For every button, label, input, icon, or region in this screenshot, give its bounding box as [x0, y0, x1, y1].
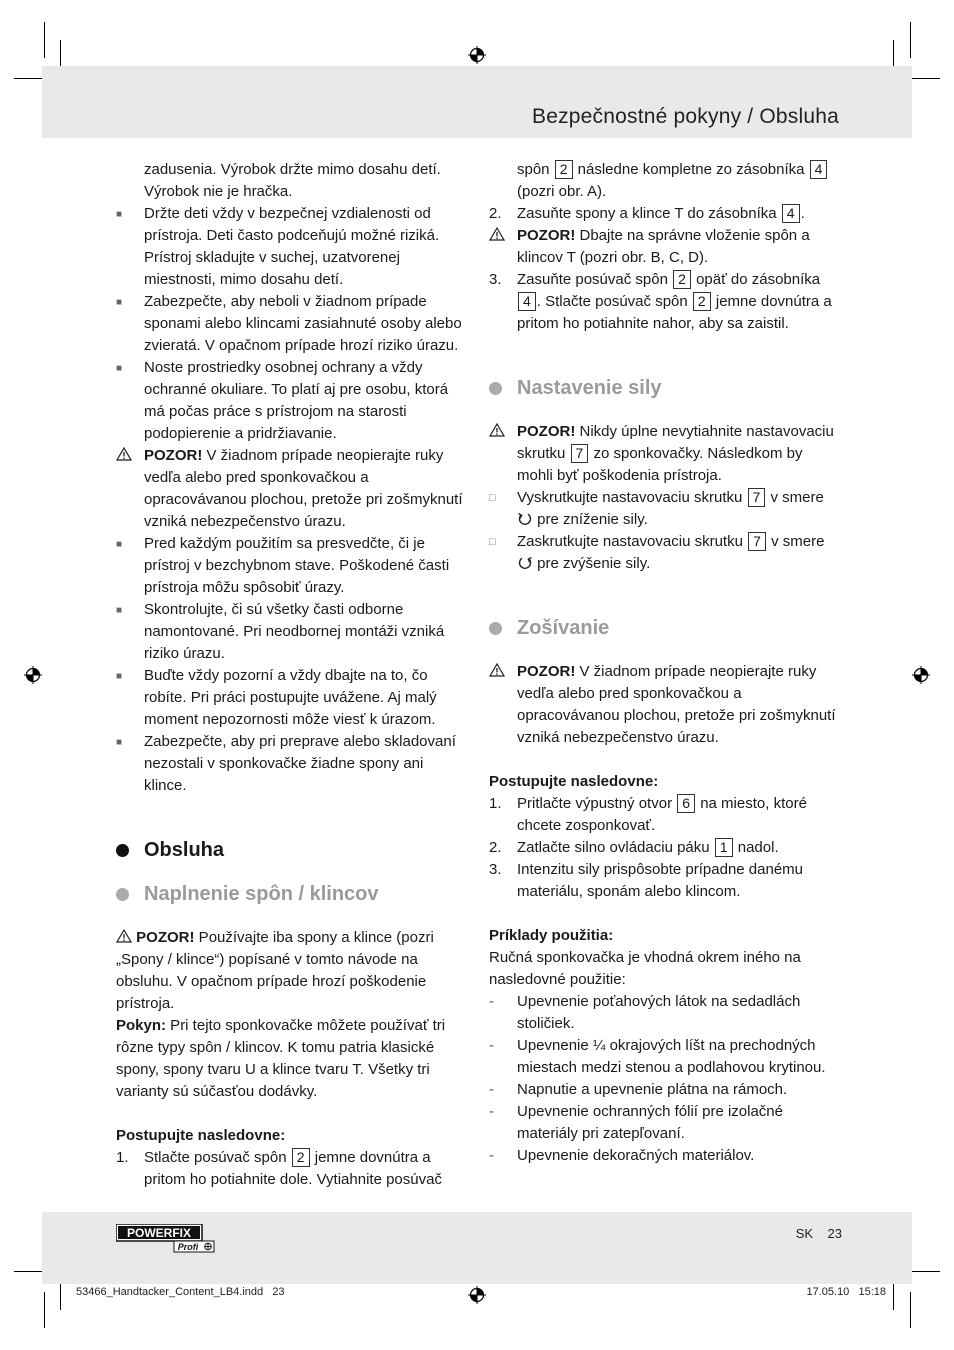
- left-column: [116, 159, 466, 1191]
- dash-marker: -: [489, 1103, 494, 1120]
- crop-mark: [893, 1280, 894, 1310]
- crop-mark: [60, 1280, 61, 1310]
- step-item: [489, 859, 839, 903]
- warning-text: Nikdy úplne nevytiahnite nastavovaciu skrutku: [517, 423, 834, 462]
- warning-text: Dbajte na správne vloženie spôn a klincov T (pozri obr. B, C, D).: [517, 227, 810, 266]
- part-number-box: 7: [748, 488, 766, 507]
- procedure-label-text: Postupujte nasledovne:: [116, 1127, 286, 1144]
- step-text: spôn: [517, 161, 554, 178]
- part-number-box: 2: [693, 292, 711, 311]
- bullet-item: [116, 533, 466, 599]
- step-text: jemne dovnútra a pritom ho potiahnite nahor, aby sa zaistil.: [517, 293, 832, 332]
- heading-text: Naplnenie spôn / klincov: [144, 883, 379, 905]
- warning-text: V žiadnom prípade neopierajte ruky vedľa alebo pred sponkovačkou a opracovávanou plochou, pretože pri zošmyknutí vzniká nebezpečenstvo úrazu.: [517, 663, 836, 746]
- right-column: [489, 159, 839, 1167]
- item-text: Napnutie a upevnenie plátna na rámoch.: [517, 1081, 788, 1098]
- warning-item: [489, 421, 839, 487]
- checkbox-square-icon: □: [489, 536, 496, 548]
- warning-text: zo sponkovačky. Následkom by mohli byť poškodenia prístroja.: [517, 445, 803, 484]
- dash-marker: -: [489, 1081, 494, 1098]
- step-number: 3.: [489, 861, 502, 878]
- rotate-counterclockwise-icon: [517, 511, 533, 527]
- rotate-clockwise-icon: [517, 555, 533, 571]
- part-number-box: 6: [677, 794, 695, 813]
- step-text: na miesto, ktoré chcete zosponkovať.: [517, 795, 807, 834]
- item-text: pre zníženie sily.: [533, 511, 648, 528]
- examples-label-text: Príklady použitia:: [489, 927, 614, 944]
- dash-item: [489, 1035, 839, 1079]
- section-heading-nastavenie: [489, 375, 839, 401]
- brand-logo: [116, 1224, 216, 1259]
- page-number: [796, 1226, 842, 1241]
- heading-text: Zošívanie: [517, 617, 610, 639]
- dash-marker: -: [489, 1037, 494, 1054]
- part-number-box: 2: [555, 160, 573, 179]
- registration-mark-icon: [24, 666, 42, 684]
- registration-mark-icon: [468, 1286, 486, 1304]
- step-text: nadol.: [733, 839, 779, 856]
- part-number-box: 4: [782, 204, 800, 223]
- procedure-label: [489, 771, 839, 793]
- item-text: Vyskrutkujte nastavovaciu skrutku: [517, 489, 747, 506]
- section-heading-obsluha: [116, 837, 466, 863]
- warning-triangle-icon: [489, 661, 511, 683]
- part-number-box: 7: [571, 444, 589, 463]
- bullet-square-icon: ■: [116, 297, 123, 308]
- bullet-item: [116, 731, 466, 797]
- checkbox-item: [489, 487, 839, 531]
- step-number: 1.: [116, 1149, 129, 1166]
- brand-name: POWERFIX: [126, 1226, 192, 1240]
- step-text: Pritlačte výpustný otvor: [517, 795, 677, 812]
- checkbox-square-icon: □: [489, 492, 496, 504]
- bullet-text: Skontrolujte, či sú všetky časti odborne namontované. Pri neodbornej montáži vzniká riziko úrazu.: [144, 601, 445, 662]
- bullet-square-icon: ■: [116, 539, 123, 550]
- step-item: [489, 793, 839, 837]
- bullet-item: [116, 665, 466, 731]
- step-continuation: [489, 159, 839, 203]
- crop-mark: [910, 1292, 911, 1328]
- step-text: . Stlačte posúvač spôn: [536, 293, 692, 310]
- bullet-square-icon: ■: [116, 737, 123, 748]
- registration-mark-icon: [912, 666, 930, 684]
- bullet-square-icon: ■: [116, 209, 123, 220]
- bullet-text: Zabezpečte, aby neboli v žiadnom prípade sponami alebo klincami zasiahnuté osoby alebo zvieratá. V opačnom prípade hrozí riziko úrazu.: [144, 293, 462, 354]
- step-text: Zasuňte spony a klince T do zásobníka: [517, 205, 781, 222]
- dash-marker: -: [489, 1147, 494, 1164]
- bullet-item: [116, 599, 466, 665]
- bullet-dot-icon: [489, 382, 502, 395]
- date-slug: 17.05.10 15:18: [806, 1286, 886, 1298]
- item-text: Upevnenie poťahových látok na sedadlách stoličiek.: [517, 993, 801, 1032]
- step-number: 1.: [489, 795, 502, 812]
- part-number-box: 4: [518, 292, 536, 311]
- checkbox-item: [489, 531, 839, 575]
- examples-intro: Ručná sponkovačka je vhodná okrem iného na nasledovné použitie:: [489, 949, 801, 988]
- language-code: SK: [795, 1226, 814, 1241]
- part-number-box: 1: [715, 838, 733, 857]
- warning-item: [116, 445, 466, 533]
- part-number-box: 2: [673, 270, 691, 289]
- warning-paragraph: [116, 927, 466, 1015]
- section-heading-zosivanie: [489, 615, 839, 641]
- step-item: [489, 269, 839, 335]
- bullet-item: [116, 291, 466, 357]
- bullet-dot-icon: [489, 622, 502, 635]
- step-number: 2.: [489, 839, 502, 856]
- bullet-text: Noste prostriedky osobnej ochrany a vždy ochranné okuliare. To platí aj pre osobu, ktorá má počas práce s prístrojom na starosti podopierenie a pridržiavanie.: [144, 359, 449, 442]
- bullet-dot-icon: [116, 888, 129, 901]
- note-paragraph: [116, 1015, 466, 1103]
- section-heading-naplnenie: [116, 881, 466, 907]
- step-text: následne kompletne zo zásobníka: [573, 161, 809, 178]
- item-text: v smere: [766, 533, 825, 550]
- page-number-value: 23: [827, 1226, 842, 1241]
- bullet-item: [116, 357, 466, 445]
- brand-sub: Profi: [177, 1242, 199, 1252]
- item-text: Upevnenie ¼ okrajových líšt na prechodných miestach medzi stenou a podlahovou krytinou.: [517, 1037, 826, 1076]
- warning-text: V žiadnom prípade neopierajte ruky vedľa alebo pred sponkovačkou a opracovávanou plochou, pretože pri zošmyknutí vzniká nebezpečenstvo úrazu.: [144, 447, 463, 530]
- item-text: pre zvýšenie sily.: [533, 555, 651, 572]
- dash-item: [489, 1101, 839, 1145]
- part-number-box: 7: [748, 532, 766, 551]
- procedure-label: [116, 1125, 466, 1147]
- dash-item: [489, 1079, 839, 1101]
- step-text: opäť do zásobníka: [691, 271, 821, 288]
- step-item: [489, 203, 839, 225]
- heading-text: Nastavenie sily: [517, 377, 662, 399]
- dash-marker: -: [489, 993, 494, 1010]
- step-text: jemne dovnútra a pritom ho potiahnite dole. Vytiahnite posúvač: [144, 1149, 442, 1188]
- step-number: 2.: [489, 205, 502, 222]
- bullet-text: Zabezpečte, aby pri preprave alebo skladovaní nezostali v sponkovačke žiadne spony ani klince.: [144, 733, 456, 794]
- file-slug: 53466_Handtacker_Content_LB4.indd 23: [76, 1286, 285, 1298]
- step-text: Zasuňte posúvač spôn: [517, 271, 673, 288]
- bullet-text: Buďte vždy pozorní a vždy dbajte na to, čo robíte. Pri práci postupujte uvážene. Aj malý moment nepozornosti môže viesť k úrazom.: [144, 667, 437, 728]
- paragraph: zadusenia. Výrobok držte mimo dosahu detí. Výrobok nie je hračka.: [144, 161, 441, 200]
- bullet-square-icon: ■: [116, 363, 123, 374]
- dash-item: [489, 1145, 839, 1167]
- step-item: [489, 837, 839, 859]
- item-text: v smere: [766, 489, 824, 506]
- step-text: .: [800, 205, 805, 222]
- step-text: Intenzitu sily prispôsobte prípadne danému materiálu, sponám alebo klincom.: [517, 861, 804, 900]
- warning-label: POZOR!: [517, 423, 576, 440]
- warning-item: [489, 661, 839, 749]
- crop-mark: [44, 22, 45, 58]
- step-text: Zatlačte silno ovládaciu páku: [517, 839, 714, 856]
- warning-triangle-icon: [489, 421, 511, 443]
- heading-text: Obsluha: [144, 839, 225, 861]
- warning-triangle-icon: [489, 225, 511, 247]
- warning-label: POZOR!: [517, 663, 576, 680]
- page-title: Bezpečnostné pokyny / Obsluha: [532, 105, 839, 128]
- step-text: Stlačte posúvač spôn: [144, 1149, 291, 1166]
- step-number: 3.: [489, 271, 502, 288]
- bullet-dot-icon: [116, 844, 129, 857]
- crop-mark: [44, 1292, 45, 1328]
- warning-label: POZOR!: [136, 929, 195, 946]
- part-number-box: 2: [292, 1148, 310, 1167]
- registration-mark-icon: [468, 46, 486, 64]
- warning-triangle-icon: [116, 929, 132, 943]
- part-number-box: 4: [810, 160, 828, 179]
- examples-label: [489, 925, 839, 947]
- dash-item: [489, 991, 839, 1035]
- item-text: Zaskrutkujte nastavovaciu skrutku: [517, 533, 748, 550]
- warning-item: [489, 225, 839, 269]
- item-text: Upevnenie ochranných fólií pre izolačné materiály pri zatepľovaní.: [517, 1103, 783, 1142]
- warning-text: Používajte iba spony a klince (pozri „Spony / klince“) popísané v tomto návode na obsluhu. V opačnom prípade hrozí poškodenie prístroja.: [116, 929, 434, 1012]
- bullet-text: Držte deti vždy v bezpečnej vzdialenosti od prístroja. Deti často podceňujú možné riziká. Prístroj skladujte v suchej, uzatvorenej miestnosti, mimo dosahu detí.: [144, 205, 440, 288]
- bullet-text: Pred každým použitím sa presvedčte, či je prístroj v bezchybnom stave. Poškodené časti prístroja môžu spôsobiť úrazy.: [144, 535, 450, 596]
- note-label: Pokyn:: [116, 1017, 167, 1034]
- warning-label: POZOR!: [144, 447, 203, 464]
- procedure-label-text: Postupujte nasledovne:: [489, 773, 659, 790]
- note-text: Pri tejto sponkovačke môžete používať tri rôzne typy spôn / klincov. K tomu patria klasické spony, spony tvaru U a klince tvaru T. Všetky tri varianty sú súčasťou dodávky.: [116, 1017, 446, 1100]
- bullet-item: [116, 203, 466, 291]
- step-text: (pozri obr. A).: [517, 183, 607, 200]
- bullet-square-icon: ■: [116, 671, 123, 682]
- crop-mark: [910, 22, 911, 58]
- bullet-square-icon: ■: [116, 605, 123, 616]
- warning-label: POZOR!: [517, 227, 576, 244]
- item-text: Upevnenie dekoračných materiálov.: [517, 1147, 755, 1164]
- warning-triangle-icon: [116, 445, 138, 467]
- step-item: [116, 1147, 466, 1191]
